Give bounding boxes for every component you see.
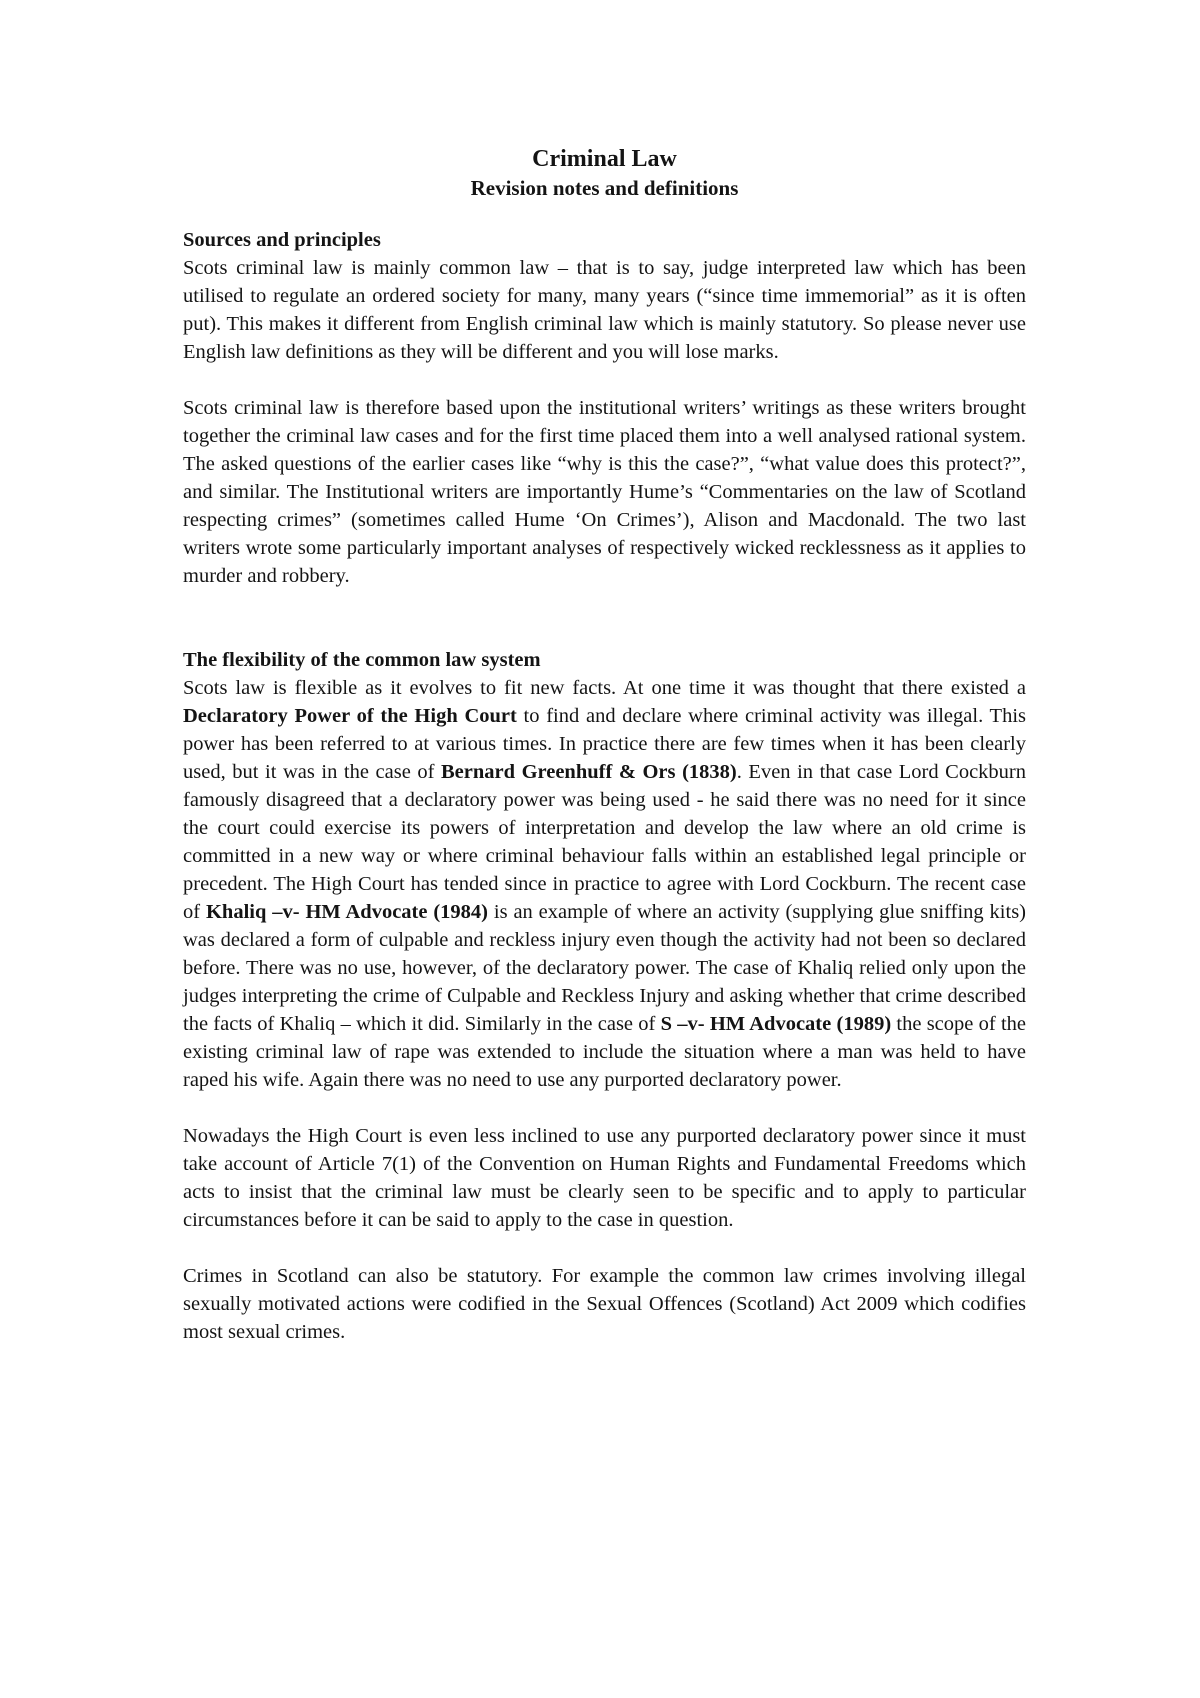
paragraph bbox=[183, 674, 1026, 1094]
paragraph-text: Scots law is flexible as it evolves to fit new facts. At one time it was thought that there existed a bbox=[183, 677, 1026, 699]
case-citation-greenhuff: Bernard Greenhuff & Ors (1838) bbox=[440, 761, 737, 783]
bold-term-declaratory-power: Declaratory Power of the High Court bbox=[183, 705, 517, 727]
case-citation-khaliq: Khaliq –v- HM Advocate (1984) bbox=[205, 901, 489, 923]
paragraph bbox=[183, 394, 1026, 590]
section-flexibility-of-common-law bbox=[183, 646, 1026, 1346]
paragraph-text: is an example of where an activity (supplying glue sniffing kits) was declared a form of culpable and reckless injury even though the activity had not been so declared before. There was no use, however, of the declaratory power. The case of Khaliq relied only upon the judges interpreting the crime of Culpable and Reckless Injury and asking whether that crime described the facts of Khaliq – which it did. Similarly in the case of bbox=[183, 901, 1026, 1035]
section-heading: The flexibility of the common law system bbox=[183, 649, 541, 671]
paragraph-text: the scope of the existing criminal law of rape was extended to include the situation where a man was held to have raped his wife. Again there was no need to use any purported declaratory power. bbox=[183, 1013, 1027, 1091]
paragraph bbox=[183, 1122, 1026, 1234]
section-heading: Sources and principles bbox=[183, 229, 381, 251]
document-title: Criminal Law bbox=[532, 146, 677, 172]
paragraph bbox=[183, 1262, 1026, 1346]
paragraph-text: . Even in that case Lord Cockburn famously disagreed that a declaratory power was being used - he said there was no need for it since the court could exercise its powers of interpretation and develop the law where an old crime is committed in a new way or where criminal behaviour falls within an established legal principle or precedent. The High Court has tended since in practice to agree with Lord Cockburn. The recent case of bbox=[183, 761, 1026, 923]
document-subtitle: Revision notes and definitions bbox=[470, 176, 739, 200]
paragraph-text: Nowadays the High Court is even less inclined to use any purported declaratory power since it must take account of Article 7(1) of the Convention on Human Rights and Fundamental Freedoms which acts to insist that the criminal law must be clearly seen to be specific and to apply to particular circumstances before it can be said to apply to the case in question. bbox=[183, 1125, 1026, 1231]
case-citation-s-v-hm-advocate: S –v- HM Advocate (1989) bbox=[660, 1013, 892, 1035]
section-sources-and-principles bbox=[183, 226, 1026, 590]
document-page bbox=[183, 144, 1026, 1346]
paragraph-text: Scots criminal law is therefore based upon the institutional writers’ writings as these writers brought together the criminal law cases and for the first time placed them into a well analysed rational system. The asked questions of the earlier cases like “why is this the case?”, “what value does this protect?”, and similar. The Institutional writers are importantly Hume’s “Commentaries on the law of Scotland respecting crimes” (sometimes called Hume ‘On Crimes’), Alison and Macdonald. The two last writers wrote some particularly important analyses of respectively wicked recklessness as it applies to murder and robbery. bbox=[183, 397, 1026, 587]
paragraph-text: Crimes in Scotland can also be statutory. For example the common law crimes involving illegal sexually motivated actions were codified in the Sexual Offences (Scotland) Act 2009 which codifies most sexual crimes. bbox=[183, 1265, 1026, 1343]
paragraph bbox=[183, 254, 1026, 366]
paragraph-text: to find and declare where criminal activity was illegal. This power has been referred to at various times. In practice there are few times when it has been clearly used, but it was in the case of bbox=[183, 705, 1026, 783]
paragraph-text: Scots criminal law is mainly common law – that is to say, judge interpreted law which has been utilised to regulate an ordered society for many, many years (“since time immemorial” as it is often put). This makes it different from English criminal law which is mainly statutory. So please never use English law definitions as they will be different and you will lose marks. bbox=[183, 257, 1026, 363]
